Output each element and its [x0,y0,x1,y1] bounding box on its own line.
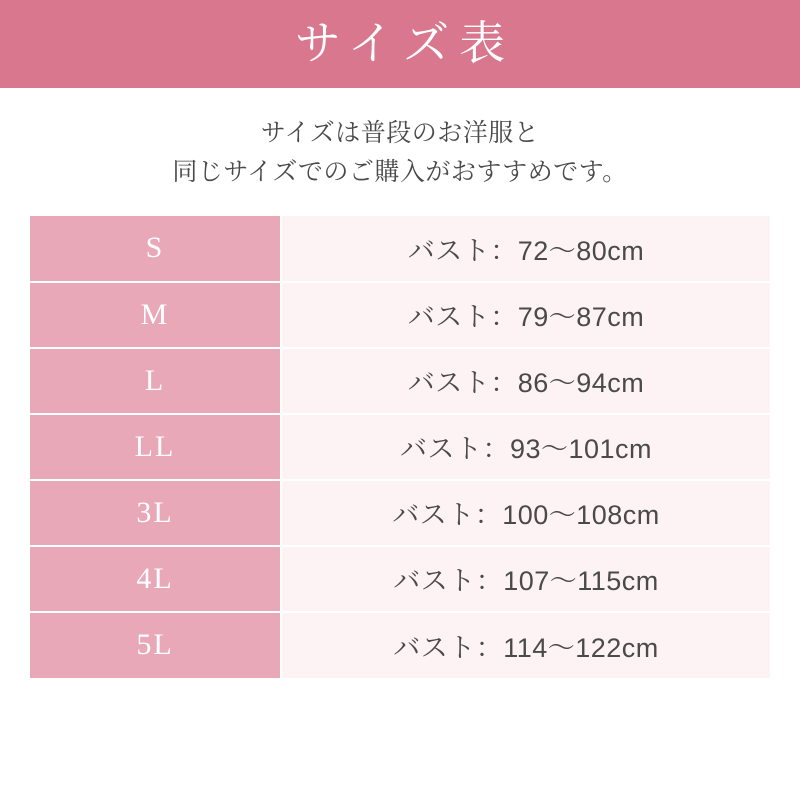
table-row [30,216,770,282]
size-label: 4L [30,546,281,612]
size-label: 3L [30,480,281,546]
subtitle-line-2: 同じサイズでのご購入がおすすめです。 [172,157,628,186]
subtitle-line-1: サイズは普段のお洋服と [260,119,540,147]
size-label: S [30,216,281,282]
size-label: L [30,348,281,414]
table-row [30,282,770,348]
table-row [30,612,770,678]
table-row [30,546,770,612]
size-table-body [30,216,770,678]
table-row [30,414,770,480]
measure-value: バスト：79〜87cm [281,282,770,348]
measure-value: バスト：107〜115cm [281,546,770,612]
subtitle [0,114,800,192]
measure-value: バスト：114〜122cm [281,612,770,678]
header-band [0,0,800,88]
measure-value: バスト：72〜80cm [281,216,770,282]
size-table [30,216,770,678]
size-label: 5L [30,612,281,678]
size-label: LL [30,414,281,480]
size-label: M [30,282,281,348]
table-row [30,348,770,414]
measure-value: バスト：93〜101cm [281,414,770,480]
table-row [30,480,770,546]
page-title: サイズ表 [294,18,516,69]
measure-value: バスト：100〜108cm [281,480,770,546]
measure-value: バスト：86〜94cm [281,348,770,414]
